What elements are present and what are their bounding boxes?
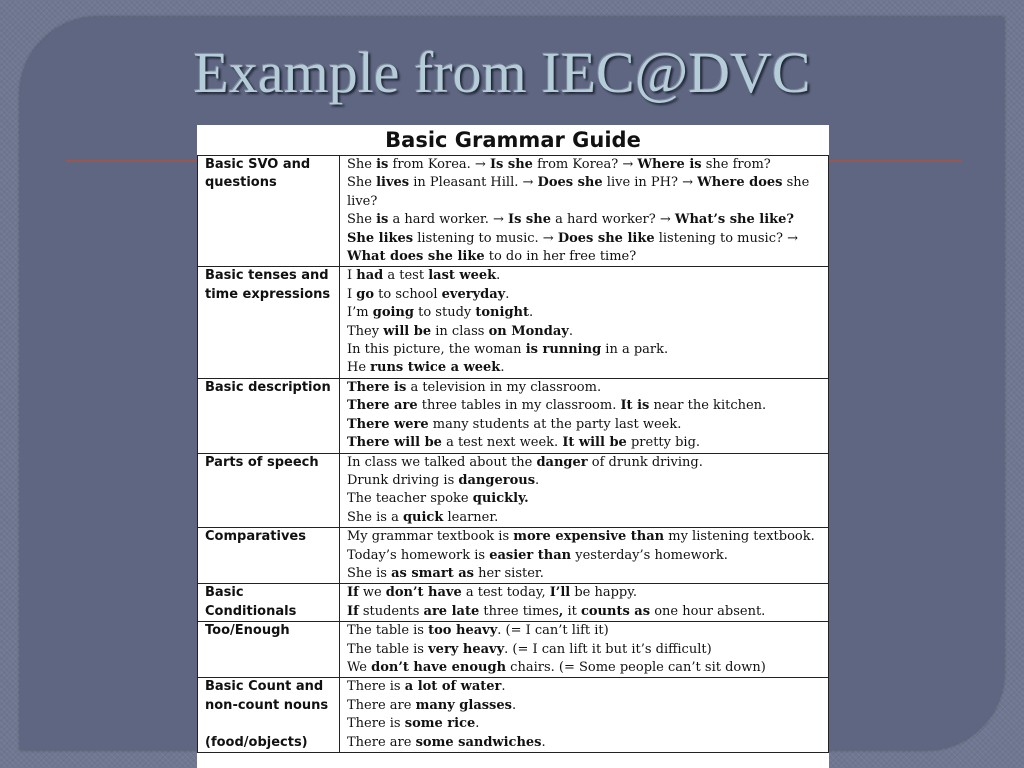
example-line: If we don’t have a test today, I’ll be happy. [347,585,637,601]
category-cell [198,267,340,378]
example-line: She is a quick learner. [347,509,499,525]
example-line: There is some rice. [347,716,480,732]
example-line: What does she like to do in her free time? [347,249,637,265]
category-cell [198,678,340,753]
example-line: Today’s homework is easier than yesterday’s homework. [347,547,728,563]
category-label: Parts of speech [205,454,319,470]
grammar-table-body [198,156,829,753]
category-cell [198,528,340,584]
example-line: The table is very heavy. (= I can lift it but it’s difficult) [347,641,712,657]
category-label: Basic description [205,379,331,395]
category-label: Basic tenses and time expressions [205,268,331,302]
slide-title: Example from IEC@DVC [193,40,811,105]
example-line: They will be in class on Monday. [347,323,573,339]
example-line: She is as smart as her sister. [347,565,544,581]
category-label: Too/Enough [205,623,290,639]
example-line: She lives in Pleasant Hill. → Does she live in PH? → Where does she live? [347,175,810,209]
examples-cell [340,378,829,453]
example-line: There is a lot of water. [347,679,506,695]
example-line: There are three tables in my classroom. It is near the kitchen. [347,398,767,414]
grammar-table [197,155,829,753]
example-line: My grammar textbook is more expensive than my listening textbook. [347,529,815,545]
category-label: Basic SVO and questions [205,157,311,191]
examples-cell [340,267,829,378]
example-line: There will be a test next week. It will be pretty big. [347,435,701,451]
category-cell [198,622,340,678]
example-line: There is a television in my classroom. [347,379,602,395]
example-line: He runs twice a week. [347,360,505,376]
category-cell [198,584,340,622]
category-note: (food/objects) [205,734,308,750]
examples-cell [340,678,829,753]
example-line: She is a hard worker. → Is she a hard worker? → What’s she like? [347,212,795,228]
example-line: She likes listening to music. → Does she like listening to music? → [347,230,798,246]
table-row [198,453,829,528]
example-line: Drunk driving is dangerous. [347,472,540,488]
table-row [198,528,829,584]
table-row [198,378,829,453]
example-line: She is from Korea. → Is she from Korea? → Where is she from? [347,157,771,172]
document-title: Basic Grammar Guide [385,128,641,152]
category-label: Basic Count and non-count nouns [205,679,329,713]
example-line: If students are late three times, it counts as one hour absent. [347,603,766,619]
examples-cell [340,453,829,528]
example-line: I go to school everyday. [347,286,510,302]
example-line: The table is too heavy. (= I can’t lift it) [347,623,609,639]
category-cell [198,378,340,453]
table-row [198,267,829,378]
category-label: Basic Conditionals [205,585,297,619]
example-line: I’m going to study tonight. [347,305,534,321]
example-line: In class we talked about the danger of drunk driving. [347,454,703,470]
example-line: There are some sandwiches. [347,734,546,750]
example-line: There were many students at the party last week. [347,416,682,432]
table-row [198,622,829,678]
examples-cell [340,528,829,584]
table-row [198,156,829,267]
example-line: There are many glasses. [347,697,517,713]
category-cell [198,453,340,528]
examples-cell [340,584,829,622]
category-cell [198,156,340,267]
example-line: I had a test last week. [347,268,501,284]
category-label: Comparatives [205,529,306,545]
example-line: We don’t have enough chairs. (= Some people can’t sit down) [347,659,766,675]
example-line: The teacher spoke quickly. [347,491,529,507]
example-line: In this picture, the woman is running in a park. [347,342,669,358]
examples-cell [340,622,829,678]
examples-cell [340,156,829,267]
table-row [198,678,829,753]
table-row [198,584,829,622]
grammar-guide-image [197,125,829,768]
